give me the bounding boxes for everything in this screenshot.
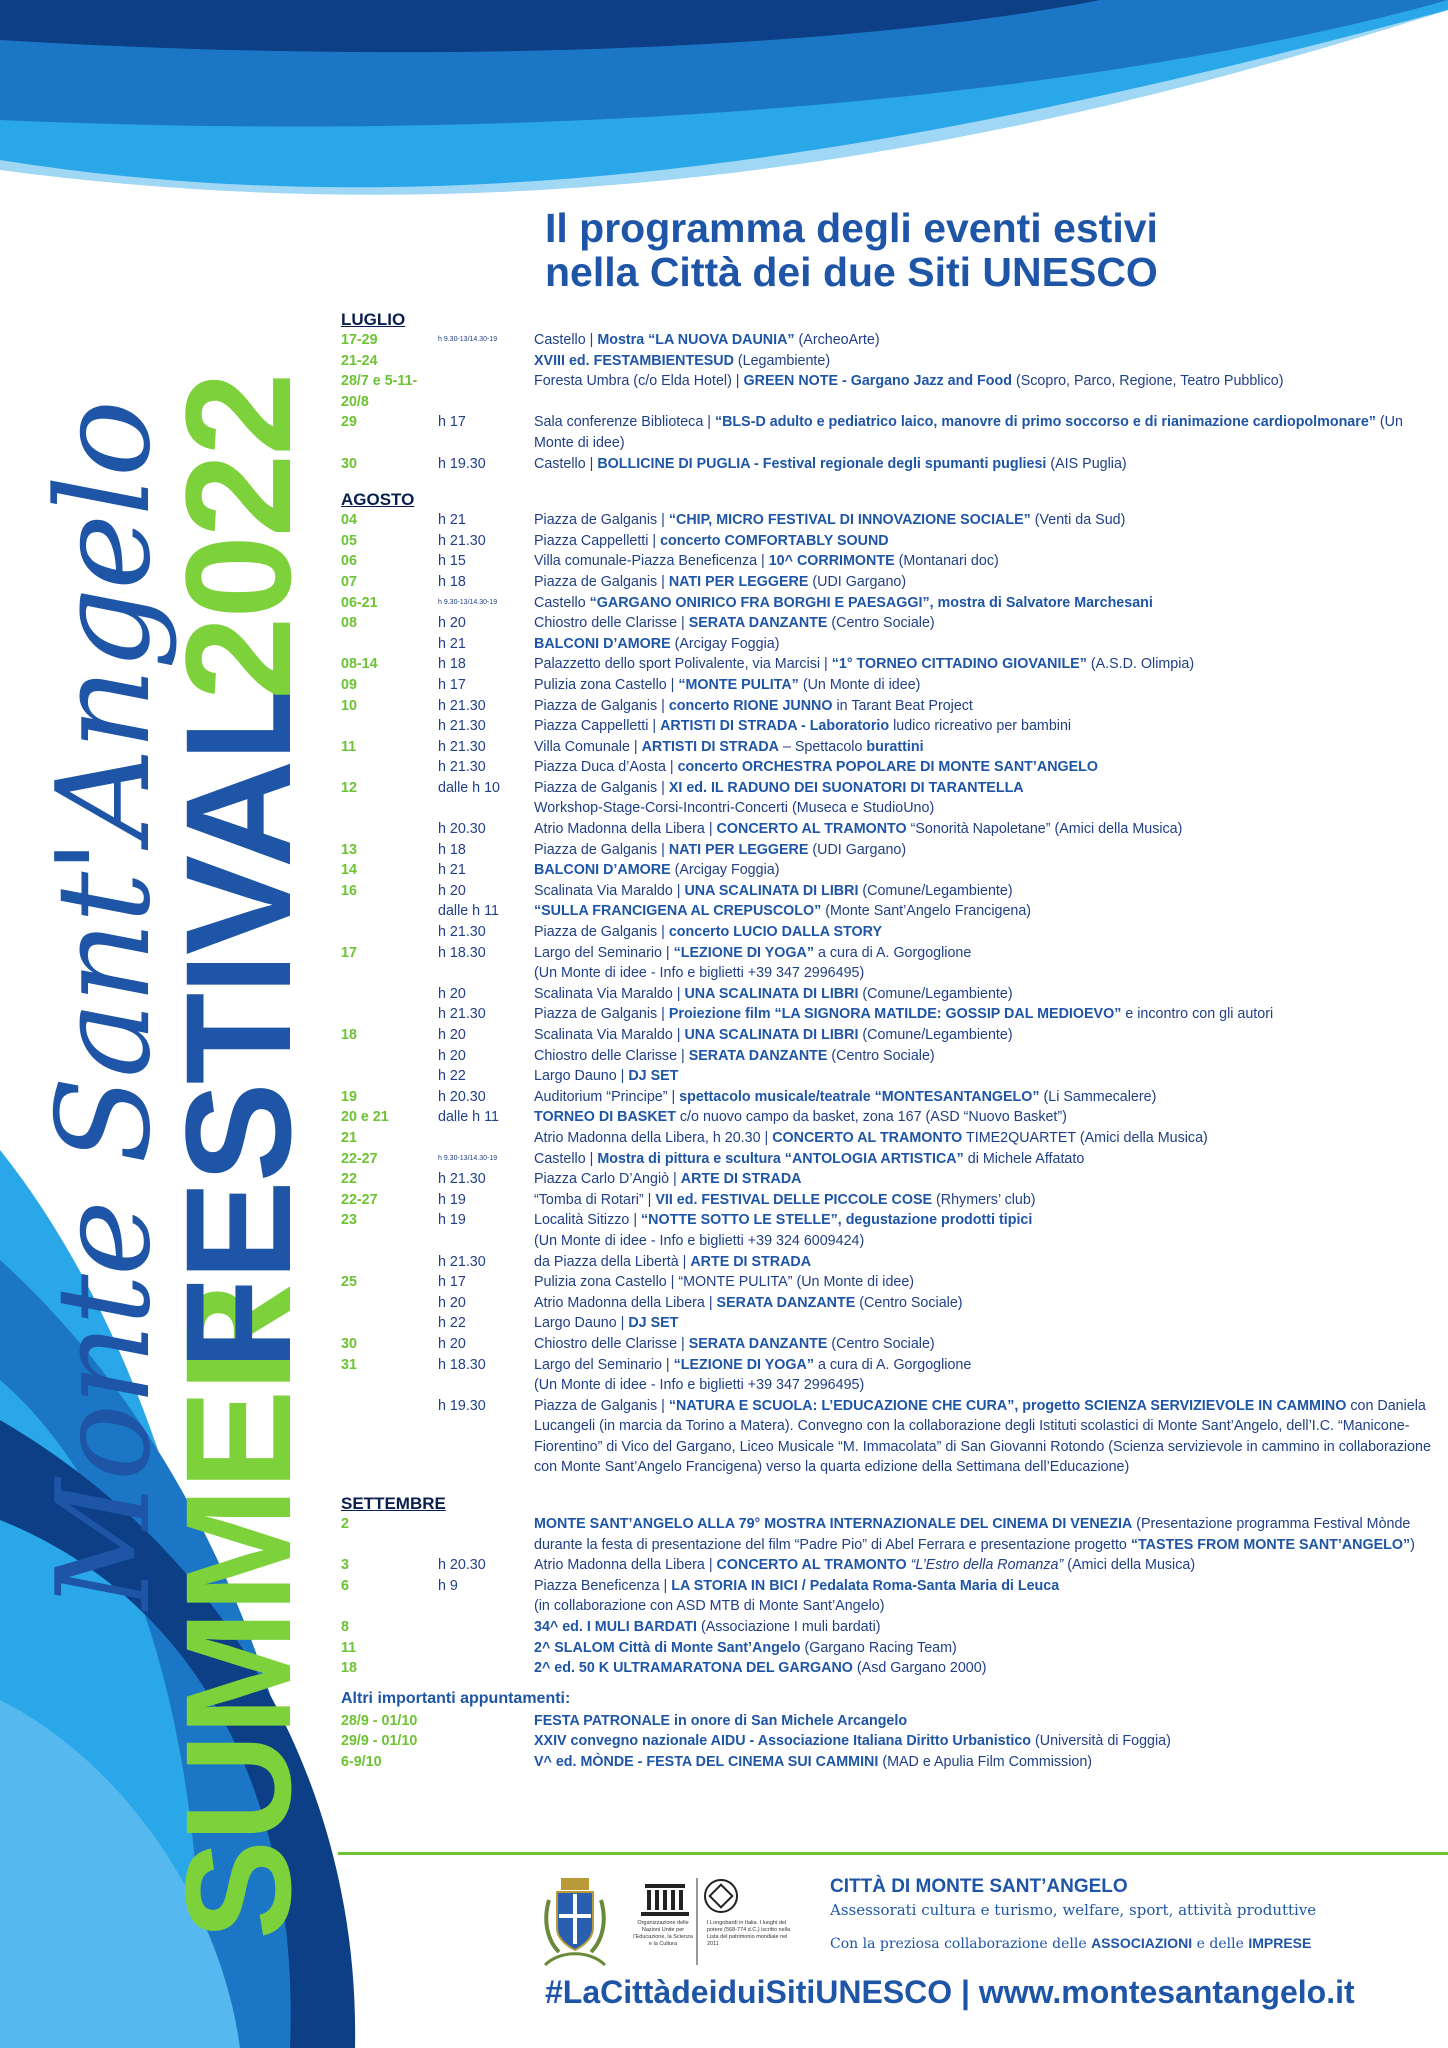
event-description: Atrio Madonna della Libera | CONCERTO AL TRAMONTO “Sonorità Napoletane” (Amici della Musica)	[534, 821, 1183, 838]
event-row	[341, 1190, 1431, 1211]
event-time: h 19	[438, 1191, 466, 1208]
event-time: h 21.30	[438, 1171, 486, 1188]
event-time: h 21.30	[438, 1006, 486, 1023]
event-row	[341, 696, 1431, 717]
event-row	[341, 531, 1431, 552]
event-description: Scalinata Via Maraldo | UNA SCALINATA DI LIBRI (Comune/Legambiente)	[534, 1027, 1013, 1043]
hashtag-website[interactable]: #LaCittàdeiduiSitiUNESCO | www.montesantangelo.it	[545, 1974, 1355, 2010]
event-row	[341, 351, 1431, 372]
event-description: Largo del Seminario | “LEZIONE DI YOGA” a cura di A. Gorgoglione (Un Monte di idee - Info e biglietti +39 347 2996495)	[534, 1356, 972, 1394]
event-description: BALCONI D’AMORE (Arcigay Foggia)	[534, 635, 780, 652]
event-time: h 21.30	[438, 718, 486, 735]
event-row	[341, 881, 1431, 902]
assessorati: Assessorati cultura e turismo, welfare, sport, attività produttive	[830, 1901, 1317, 1919]
settembre-list	[341, 1514, 1431, 1679]
event-time: h 17	[438, 414, 466, 431]
event-date: 21-24	[341, 352, 378, 369]
event-time: h 21.30	[438, 1253, 486, 1270]
event-description: Chiostro delle Clarisse | SERATA DANZANTE (Centro Sociale)	[534, 615, 935, 632]
event-row	[341, 551, 1431, 572]
event-date: 17-29	[341, 332, 378, 348]
event-row	[341, 1107, 1431, 1128]
altri-list	[341, 1711, 1431, 1773]
event-time: h 21	[438, 635, 466, 652]
event-date: 10	[341, 697, 357, 714]
event-description: Piazza de Galganis | concerto LUCIO DALLA STORY	[534, 924, 882, 941]
event-date: 22	[341, 1171, 357, 1188]
event-row	[341, 943, 1431, 984]
event-time: h 18	[438, 841, 466, 858]
event-time: h 21.30	[438, 738, 486, 755]
event-description: Foresta Umbra (c/o Elda Hotel) | GREEN NOTE - Gargano Jazz and Food (Scopro, Parco, Regione, Teatro Pubblico)	[534, 373, 1284, 390]
footer-logos	[535, 1870, 815, 1970]
event-description: Piazza de Galganis | XI ed. IL RADUNO DEI SUONATORI DI TARANTELLA Workshop-Stage-Corsi-Incontri-Concerti (Museca e StudioUno)	[534, 779, 1024, 817]
city-name: CITTÀ DI MONTE SANT’ANGELO	[830, 1876, 1128, 1897]
title-year: 2022	[154, 374, 322, 700]
event-description: XVIII ed. FESTAMBIENTESUD (Legambiente)	[534, 352, 831, 369]
event-time: h 20.30	[438, 1088, 486, 1105]
event-time: h 20	[438, 1027, 466, 1043]
event-description: TORNEO DI BASKET c/o nuovo campo da basket, zona 167 (ASD “Nuovo Basket”)	[534, 1109, 1067, 1126]
event-row	[341, 757, 1431, 778]
unesco-text: Organizzazione delle Nazioni Unite per l’Educazione, la Scienza e la Cultura	[633, 1920, 693, 1947]
event-time: h 19	[438, 1212, 466, 1229]
event-date: 19	[341, 1088, 357, 1105]
event-description: Piazza Duca d’Aosta | concerto ORCHESTRA POPOLARE DI MONTE SANT’ANGELO	[534, 759, 1099, 776]
footer-city	[830, 1876, 1316, 1952]
event-row	[341, 1711, 1431, 1732]
agosto-list	[341, 510, 1431, 1478]
vertical-title	[30, 60, 350, 1940]
event-date: 16	[341, 882, 357, 899]
event-row	[341, 1046, 1431, 1067]
event-row	[341, 675, 1431, 696]
event-row	[341, 922, 1431, 943]
event-date: 28/7 e 5-11-20/8	[341, 373, 418, 410]
program	[341, 308, 1431, 1773]
event-date: 30	[341, 455, 357, 472]
event-date: 12	[341, 779, 357, 796]
event-description: Piazza de Galganis | NATI PER LEGGERE (UDI Gargano)	[534, 841, 907, 858]
title-festival: FESTIVAL	[154, 672, 322, 1370]
event-row	[341, 1169, 1431, 1190]
headline-line2: nella Città dei due Siti UNESCO	[545, 249, 1158, 295]
event-description: Castello | Mostra “LA NUOVA DAUNIA” (ArcheoArte)	[534, 332, 880, 348]
altri-title: Altri importanti appuntamenti:	[341, 1689, 571, 1707]
event-date: 20 e 21	[341, 1109, 389, 1126]
event-date: 06-21	[341, 594, 378, 611]
event-description: BALCONI D’AMORE (Arcigay Foggia)	[534, 862, 780, 879]
event-row	[341, 1313, 1431, 1334]
event-description: 2^ SLALOM Città di Monte Sant’Angelo (Gargano Racing Team)	[534, 1639, 957, 1656]
event-date: 28/9 - 01/10	[341, 1712, 418, 1729]
event-description: Chiostro delle Clarisse | SERATA DANZANTE (Centro Sociale)	[534, 1047, 935, 1064]
event-time: h 18.30	[438, 944, 486, 961]
event-row	[341, 371, 1431, 412]
event-description: V^ ed. MÒNDE - FESTA DEL CINEMA SUI CAMMINI (MAD e Apulia Film Commission)	[534, 1754, 1093, 1770]
event-row	[341, 1210, 1431, 1251]
event-row	[341, 1731, 1431, 1752]
event-row	[341, 1576, 1431, 1617]
event-row	[341, 1658, 1431, 1679]
event-time: h 21	[438, 512, 466, 529]
event-description: Atrio Madonna della Libera | SERATA DANZANTE (Centro Sociale)	[534, 1294, 963, 1311]
event-date: 8	[341, 1619, 349, 1636]
event-row	[341, 716, 1431, 737]
event-description: Piazza de Galganis | NATI PER LEGGERE (UDI Gargano)	[534, 573, 907, 590]
event-row	[341, 1334, 1431, 1355]
event-row	[341, 510, 1431, 531]
event-description: Piazza Carlo D’Angiò | ARTE DI STRADA	[534, 1171, 802, 1188]
event-row	[341, 1514, 1431, 1555]
event-time: h 21.30	[438, 532, 486, 549]
headline	[545, 206, 1425, 294]
title-summer: SUMMER	[154, 1285, 322, 1940]
event-description: “Tomba di Rotari” | VII ed. FESTIVAL DELLE PICCOLE COSE (Rhymers’ club)	[534, 1191, 1036, 1208]
event-description: MONTE SANT’ANGELO ALLA 79° MOSTRA INTERNAZIONALE DEL CINEMA DI VENEZIA (Presentazione programma Festival Mònde durante la festa di presentazione del film “Padre Pio” di Abel Ferrara e presentazione progetto “TASTES FROM MONTE SANT’ANGELO”)	[534, 1516, 1415, 1553]
event-row	[341, 1252, 1431, 1273]
event-row	[341, 454, 1431, 475]
event-description: Villa comunale-Piazza Beneficenza | 10^ CORRIMONTE (Montanari doc)	[534, 553, 999, 570]
event-date: 13	[341, 841, 357, 858]
longobardi-text: I Longobardi in Italia. I luoghi del potere (568-774 d.C.) iscritto nella Lista del patrimonio mondiale nel 2011	[707, 1920, 791, 1947]
event-time: h 17	[438, 1274, 466, 1291]
title-script: Monte Sant'Angelo	[30, 401, 179, 1610]
event-row	[341, 1149, 1431, 1170]
event-description: Piazza Cappelletti | concerto COMFORTABLY SOUND	[534, 532, 889, 549]
event-description: Atrio Madonna della Libera, h 20.30 | CONCERTO AL TRAMONTO TIME2QUARTET (Amici della Musica)	[534, 1129, 1208, 1146]
event-time: h 20	[438, 1294, 466, 1311]
event-description: Scalinata Via Maraldo | UNA SCALINATA DI LIBRI (Comune/Legambiente)	[534, 882, 1013, 899]
event-date: 23	[341, 1212, 357, 1229]
event-date: 08	[341, 615, 357, 632]
event-time: h 17	[438, 676, 466, 693]
event-row	[341, 1555, 1431, 1576]
event-description: Piazza de Galganis | “CHIP, MICRO FESTIVAL DI INNOVAZIONE SOCIALE” (Venti da Sud)	[534, 512, 1126, 529]
event-time: h 20.30	[438, 821, 486, 838]
collaboration: Con la preziosa collaborazione delle ASSOCIAZIONI e delle IMPRESE	[830, 1935, 1312, 1952]
month-settembre: SETTEMBRE	[341, 1494, 446, 1514]
event-date: 08-14	[341, 656, 378, 673]
event-row	[341, 634, 1431, 655]
event-date: 18	[341, 1027, 357, 1043]
event-description: Castello “GARGANO ONIRICO FRA BORGHI E PAESAGGI”, mostra di Salvatore Marchesani	[534, 594, 1153, 611]
event-row	[341, 737, 1431, 758]
event-time: h 9.30-13/14.30-19	[438, 336, 498, 343]
event-time: h 18	[438, 656, 466, 673]
event-row	[341, 1638, 1431, 1659]
event-row	[341, 1752, 1431, 1773]
event-description: Chiostro delle Clarisse | SERATA DANZANTE (Centro Sociale)	[534, 1335, 935, 1352]
event-description: Piazza de Galganis | “NATURA E SCUOLA: L’EDUCAZIONE CHE CURA”, progetto SCIENZA SERVIZIEVOLE IN CAMMINO con Daniela Lucangeli (in marcia da Torino a Matera). Convegno con la collaborazione degli Istituti scolastici di Monte Sant’Angelo, dell’I.C. “Manicone-Fiorentino” di Vico del Gargano, Liceo Musicale “M. Immacolata” di San Giovanni Rotondo (Scienza servizievole in cammino in collaborazione con Monte Sant’Angelo Francigena) verso la quarta edizione della Settimana dell’Educazione)	[534, 1397, 1431, 1476]
event-description: 34^ ed. I MULI BARDATI (Associazione I muli bardati)	[534, 1619, 881, 1636]
coat-of-arms-icon	[545, 1878, 605, 1965]
event-time: h 18.30	[438, 1356, 486, 1373]
event-description: Largo Dauno | DJ SET	[534, 1315, 679, 1332]
event-time: h 15	[438, 553, 466, 570]
event-date: 06	[341, 553, 357, 570]
event-time: h 9.30-13/14.30-19	[438, 1154, 498, 1162]
event-time: h 20	[438, 615, 466, 632]
event-description: Castello | Mostra di pittura e scultura “ANTOLOGIA ARTISTICA” di Michele Affatato	[534, 1150, 1085, 1167]
event-time: h 22	[438, 1068, 466, 1085]
footer-divider	[338, 1852, 1448, 1855]
event-time: h 20	[438, 985, 466, 1002]
event-description: Scalinata Via Maraldo | UNA SCALINATA DI LIBRI (Comune/Legambiente)	[534, 985, 1013, 1002]
month-luglio: LUGLIO	[341, 310, 406, 329]
event-time: h 20	[438, 882, 466, 899]
event-time: dalle h 10	[438, 779, 501, 796]
event-row	[341, 1293, 1431, 1314]
event-date: 11	[341, 1639, 357, 1656]
event-date: 09	[341, 676, 357, 693]
event-row	[341, 778, 1431, 819]
event-date: 30	[341, 1335, 357, 1352]
event-date: 6	[341, 1577, 349, 1594]
event-description: Villa Comunale | ARTISTI DI STRADA – Spettacolo burattini	[534, 738, 924, 755]
event-time: h 9	[438, 1577, 458, 1594]
event-date: 04	[341, 512, 357, 529]
event-time: h 19.30	[438, 455, 486, 472]
event-date: 18	[341, 1660, 357, 1677]
event-row	[341, 572, 1431, 593]
event-time: h 21	[438, 862, 466, 879]
world-heritage-icon	[705, 1880, 737, 1912]
event-description: Largo del Seminario | “LEZIONE DI YOGA” a cura di A. Gorgoglione (Un Monte di idee - Info e biglietti +39 347 2996495)	[534, 944, 972, 982]
event-description: da Piazza della Libertà | ARTE DI STRADA	[534, 1253, 812, 1270]
month-agosto: AGOSTO	[341, 490, 415, 510]
event-description: Castello | BOLLICINE DI PUGLIA - Festival regionale degli spumanti pugliesi (AIS Puglia)	[534, 455, 1127, 472]
event-date: 07	[341, 573, 357, 590]
event-row	[341, 1066, 1431, 1087]
event-date: 3	[341, 1557, 349, 1574]
event-time: h 21.30	[438, 924, 486, 941]
event-row	[341, 1396, 1431, 1478]
event-description: Largo Dauno | DJ SET	[534, 1068, 679, 1085]
event-row	[341, 819, 1431, 840]
event-row	[341, 1004, 1431, 1025]
event-time: h 22	[438, 1315, 466, 1332]
event-description: Piazza Cappelletti | ARTISTI DI STRADA - Laboratorio ludico ricreativo per bambini	[534, 718, 1072, 735]
event-date: 6-9/10	[341, 1754, 382, 1770]
event-row	[341, 1128, 1431, 1149]
event-date: 22-27	[341, 1191, 378, 1208]
event-description: “SULLA FRANCIGENA AL CREPUSCOLO” (Monte Sant’Angelo Francigena)	[534, 903, 1032, 920]
event-row	[341, 613, 1431, 634]
headline-line1: Il programma degli eventi estivi	[545, 205, 1158, 251]
event-date: 29/9 - 01/10	[341, 1733, 418, 1750]
event-date: 17	[341, 944, 357, 961]
event-date: 29	[341, 414, 357, 431]
event-date: 11	[341, 738, 357, 755]
event-date: 2	[341, 1516, 349, 1533]
event-date: 05	[341, 532, 357, 549]
event-row	[341, 901, 1431, 922]
event-time: h 21.30	[438, 697, 486, 714]
event-time: h 19.30	[438, 1397, 486, 1414]
event-row	[341, 593, 1431, 614]
event-description: Sala conferenze Biblioteca | “BLS-D adulto e pediatrico laico, manovre di primo soccorso e di rianimazione cardiopolmonare” (Un Monte di idee)	[534, 414, 1403, 451]
event-description: 2^ ed. 50 K ULTRAMARATONA DEL GARGANO (Asd Gargano 2000)	[534, 1660, 987, 1677]
event-description: Palazzetto dello sport Polivalente, via Marcisi | “1° TORNEO CITTADINO GIOVANILE” (A.S.D. Olimpia)	[534, 656, 1195, 673]
event-row	[341, 984, 1431, 1005]
event-description: FESTA PATRONALE in onore di San Michele Arcangelo	[534, 1712, 908, 1729]
event-time: dalle h 11	[438, 903, 499, 920]
event-description: Atrio Madonna della Libera | CONCERTO AL TRAMONTO “L’Estro della Romanza” (Amici della Musica)	[534, 1557, 1196, 1574]
event-time: h 9.30-13/14.30-19	[438, 598, 498, 606]
luglio-list	[341, 330, 1431, 474]
event-time: h 20	[438, 1335, 466, 1352]
event-row	[341, 330, 1431, 351]
event-date: 22-27	[341, 1150, 378, 1167]
event-time: h 21.30	[438, 759, 486, 776]
event-time: dalle h 11	[438, 1109, 499, 1126]
event-row	[341, 860, 1431, 881]
event-description: Pulizia zona Castello | “MONTE PULITA” (Un Monte di idee)	[534, 676, 921, 693]
event-row	[341, 1272, 1431, 1293]
event-description: Piazza de Galganis | concerto RIONE JUNNO in Tarant Beat Project	[534, 697, 973, 714]
event-description: Auditorium “Principe” | spettacolo musicale/teatrale “MONTESANTANGELO” (Li Sammecalere)	[534, 1088, 1157, 1105]
event-row	[341, 1617, 1431, 1638]
event-description: Piazza de Galganis | Proiezione film “LA SIGNORA MATILDE: GOSSIP DAL MEDIOEVO” e incontro con gli autori	[534, 1006, 1274, 1023]
event-time: h 20.30	[438, 1557, 486, 1574]
event-description: Pulizia zona Castello | “MONTE PULITA” (Un Monte di idee)	[534, 1274, 915, 1291]
event-time: h 18	[438, 573, 466, 590]
event-row	[341, 412, 1431, 453]
event-row	[341, 1087, 1431, 1108]
event-description: XXIV convegno nazionale AIDU - Associazione Italiana Diritto Urbanistico (Università di Foggia)	[534, 1733, 1171, 1750]
event-date: 21	[341, 1129, 357, 1146]
event-date: 31	[341, 1356, 357, 1373]
event-row	[341, 1355, 1431, 1396]
event-row	[341, 1025, 1431, 1046]
event-date: 14	[341, 862, 357, 879]
event-row	[341, 840, 1431, 861]
event-date: 25	[341, 1274, 357, 1291]
event-row	[341, 654, 1431, 675]
event-description: Piazza Beneficenza | LA STORIA IN BICI / Pedalata Roma-Santa Maria di Leuca (in collaborazione con ASD MTB di Monte Sant’Angelo)	[534, 1577, 1060, 1615]
event-description: Località Sitizzo | “NOTTE SOTTO LE STELLE”, degustazione prodotti tipici (Un Monte di idee - Info e biglietti +39 324 6009424)	[534, 1212, 1033, 1249]
event-time: h 20	[438, 1047, 466, 1064]
